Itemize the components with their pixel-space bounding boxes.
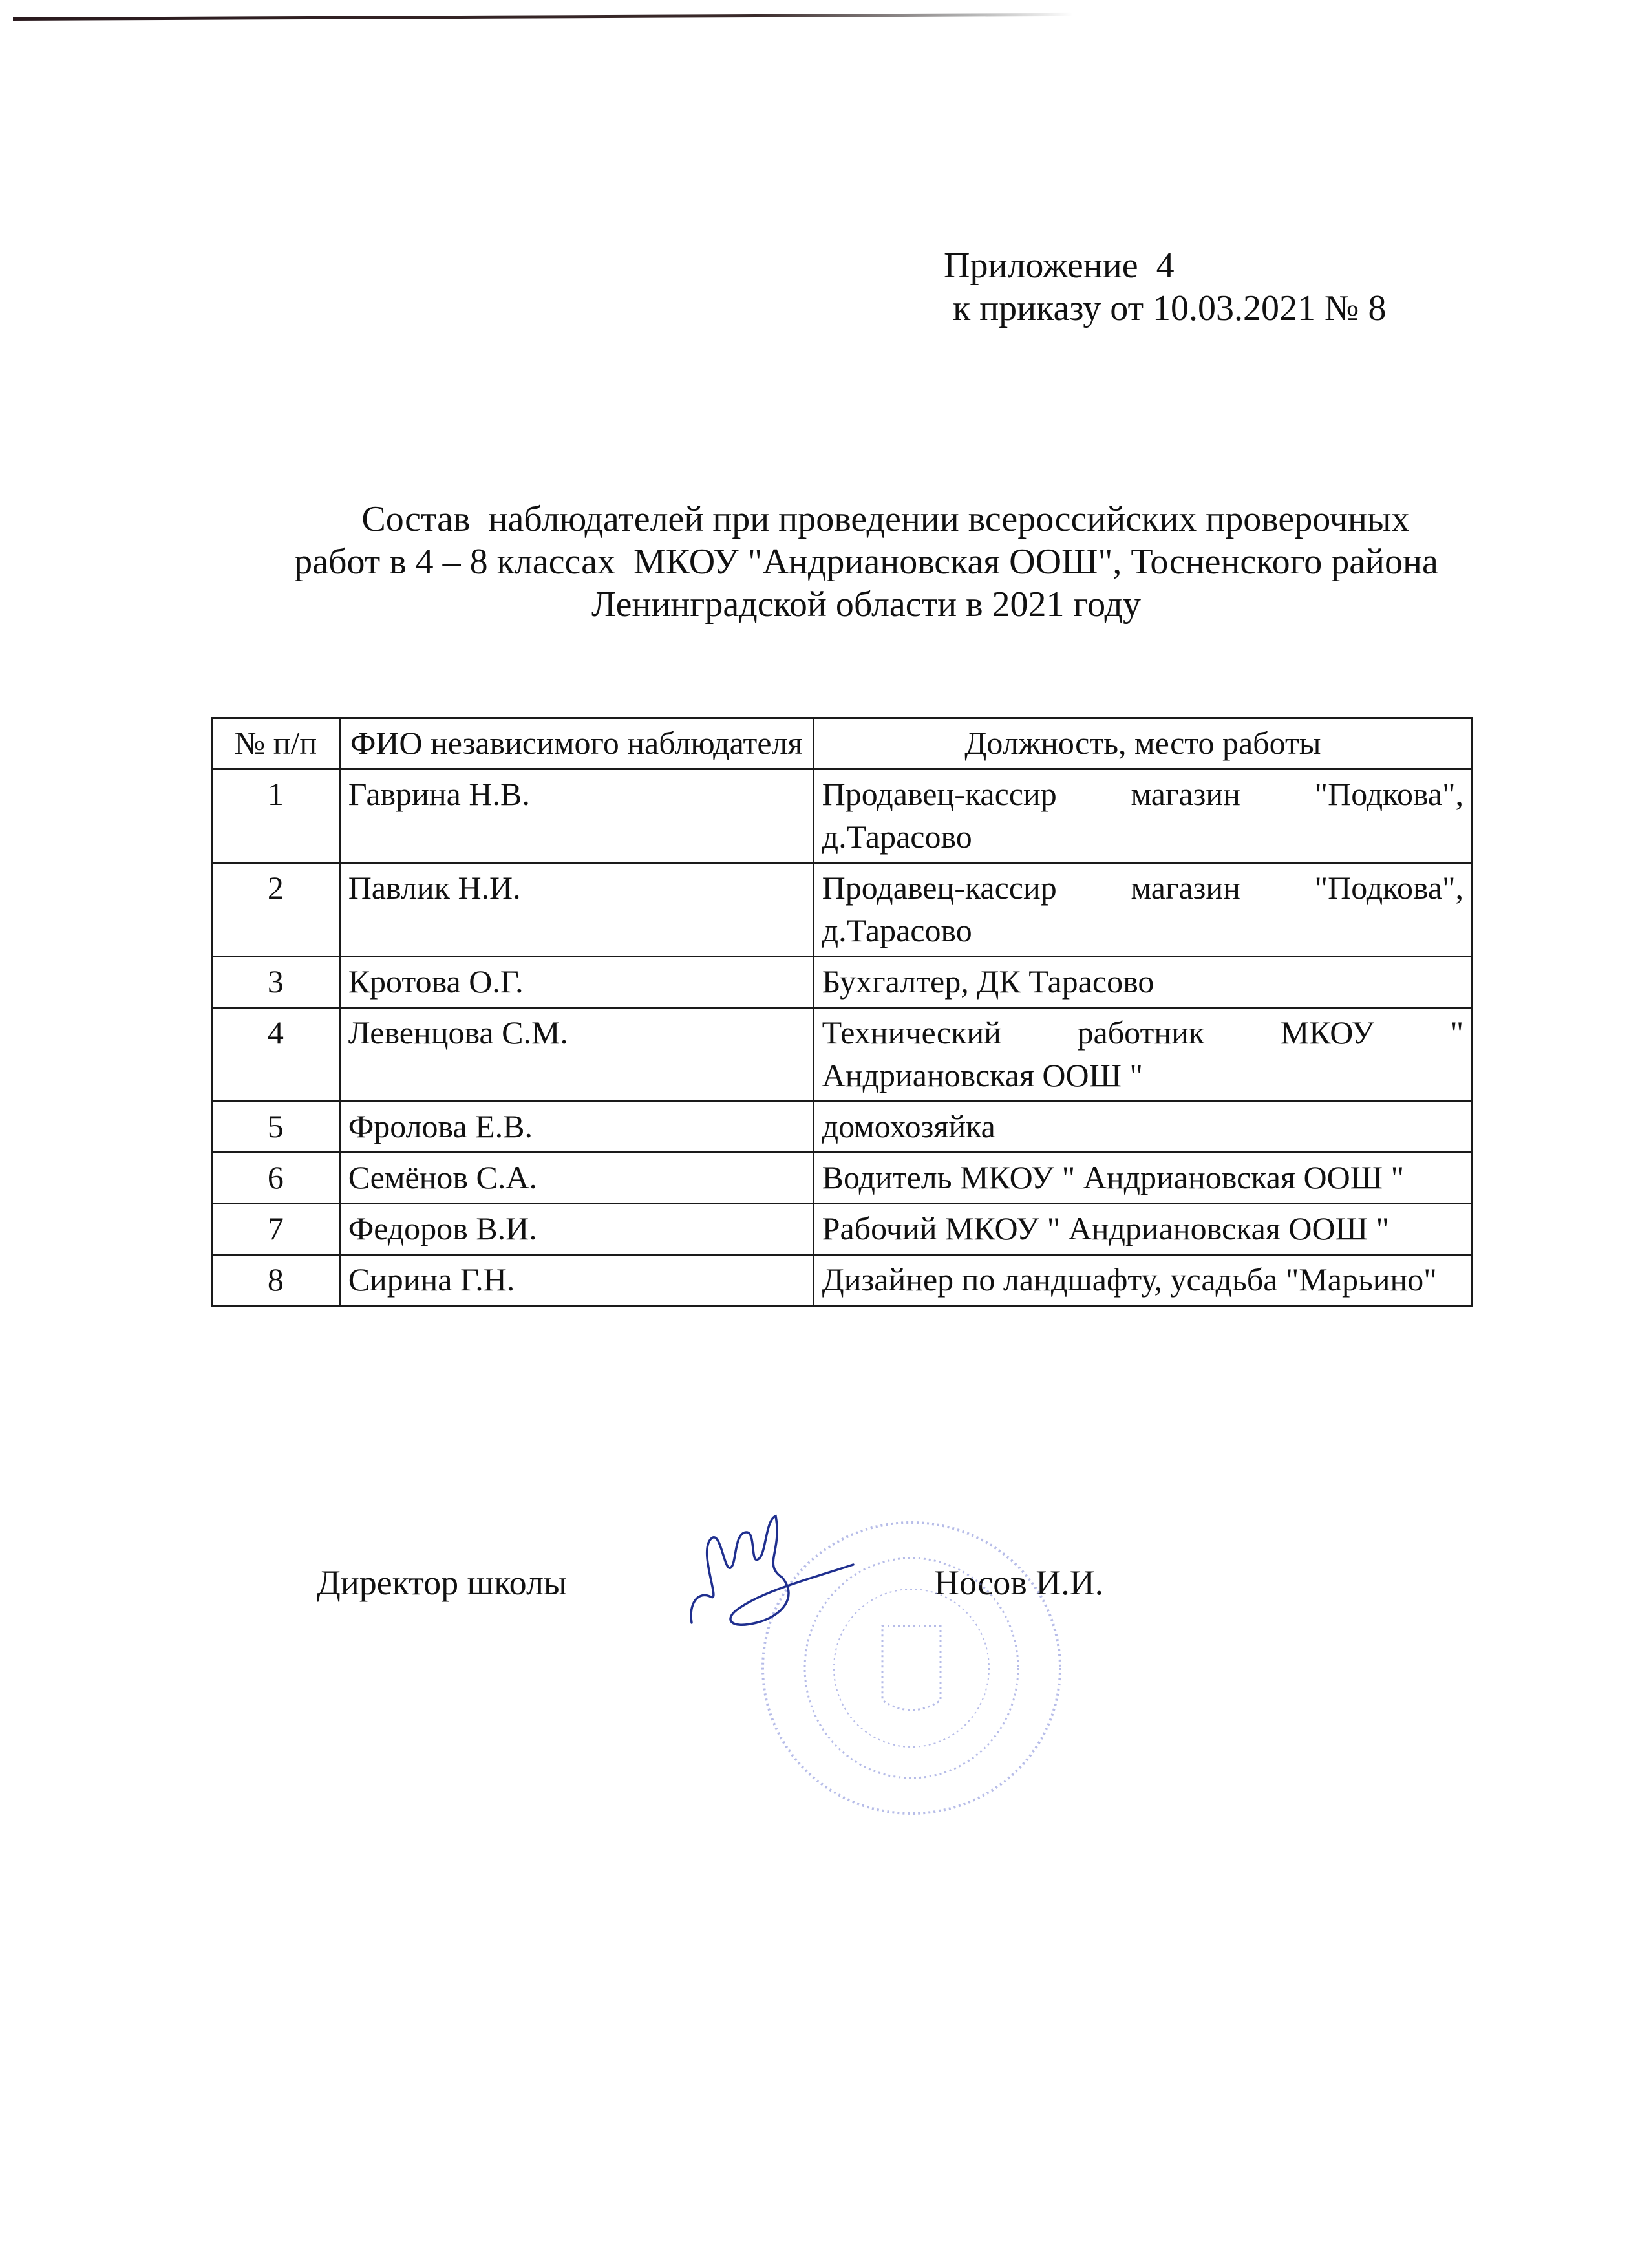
table-row xyxy=(212,1153,1473,1204)
observer-position: Технический работник МКОУ " Андриановская ООШ " xyxy=(813,1008,1472,1102)
observer-name: Гаврина Н.В. xyxy=(339,769,813,863)
row-number: 4 xyxy=(212,1008,340,1102)
row-number: 1 xyxy=(212,769,340,863)
observer-position: Бухгалтер, ДК Тарасово xyxy=(813,957,1472,1008)
row-number: 8 xyxy=(212,1255,340,1306)
observer-position: Продавец-кассир магазин "Подкова", д.Тарасово xyxy=(813,769,1472,863)
observer-name: Левенцова С.М. xyxy=(339,1008,813,1102)
header-position: Должность, место работы xyxy=(813,718,1472,769)
row-number: 2 xyxy=(212,863,340,957)
director-signature-icon xyxy=(685,1513,892,1668)
observer-position: Дизайнер по ландшафту, усадьба "Марьино" xyxy=(813,1255,1472,1306)
observer-name: Семёнов С.А. xyxy=(339,1153,813,1204)
scan-edge-line xyxy=(13,13,1073,21)
table-row xyxy=(212,1255,1473,1306)
table-row xyxy=(212,957,1473,1008)
row-number: 6 xyxy=(212,1153,340,1204)
observer-name: Федоров В.И. xyxy=(339,1204,813,1255)
row-number: 3 xyxy=(212,957,340,1008)
observer-name: Сирина Г.Н. xyxy=(339,1255,813,1306)
row-number: 5 xyxy=(212,1102,340,1153)
title-line-3: Ленинградской области в 2021 году xyxy=(591,584,1141,625)
appendix-header xyxy=(944,244,1386,330)
table-row xyxy=(212,1204,1473,1255)
header-number: № п/п xyxy=(212,718,340,769)
order-reference: к приказу от 10.03.2021 № 8 xyxy=(944,288,1387,328)
observer-name: Фролова Е.В. xyxy=(339,1102,813,1153)
title-line-1: Состав наблюдателей при проведении всероссийских проверочных xyxy=(361,499,1410,539)
row-number: 7 xyxy=(212,1204,340,1255)
table-header-row xyxy=(212,718,1473,769)
table-row xyxy=(212,1008,1473,1102)
observer-name: Павлик Н.И. xyxy=(339,863,813,957)
document-title xyxy=(246,498,1487,626)
observer-name: Кротова О.Г. xyxy=(339,957,813,1008)
appendix-label: Приложение 4 xyxy=(944,246,1175,286)
signer-name: Носов И.И. xyxy=(934,1563,1104,1602)
observer-position: Продавец-кассир магазин "Подкова", д.Тарасово xyxy=(813,863,1472,957)
observer-position: домохозяйка xyxy=(813,1102,1472,1153)
title-line-2: работ в 4 – 8 классах МКОУ "Андриановская ООШ", Тосненского района xyxy=(294,542,1438,582)
table-row xyxy=(212,769,1473,863)
observers-table xyxy=(211,717,1473,1307)
observer-position: Рабочий МКОУ " Андриановская ООШ " xyxy=(813,1204,1472,1255)
table-row xyxy=(212,1102,1473,1153)
table-row xyxy=(212,863,1473,957)
header-name: ФИО независимого наблюдателя xyxy=(339,718,813,769)
observer-position: Водитель МКОУ " Андриановская ООШ " xyxy=(813,1153,1472,1204)
signer-role: Директор школы xyxy=(317,1563,568,1602)
